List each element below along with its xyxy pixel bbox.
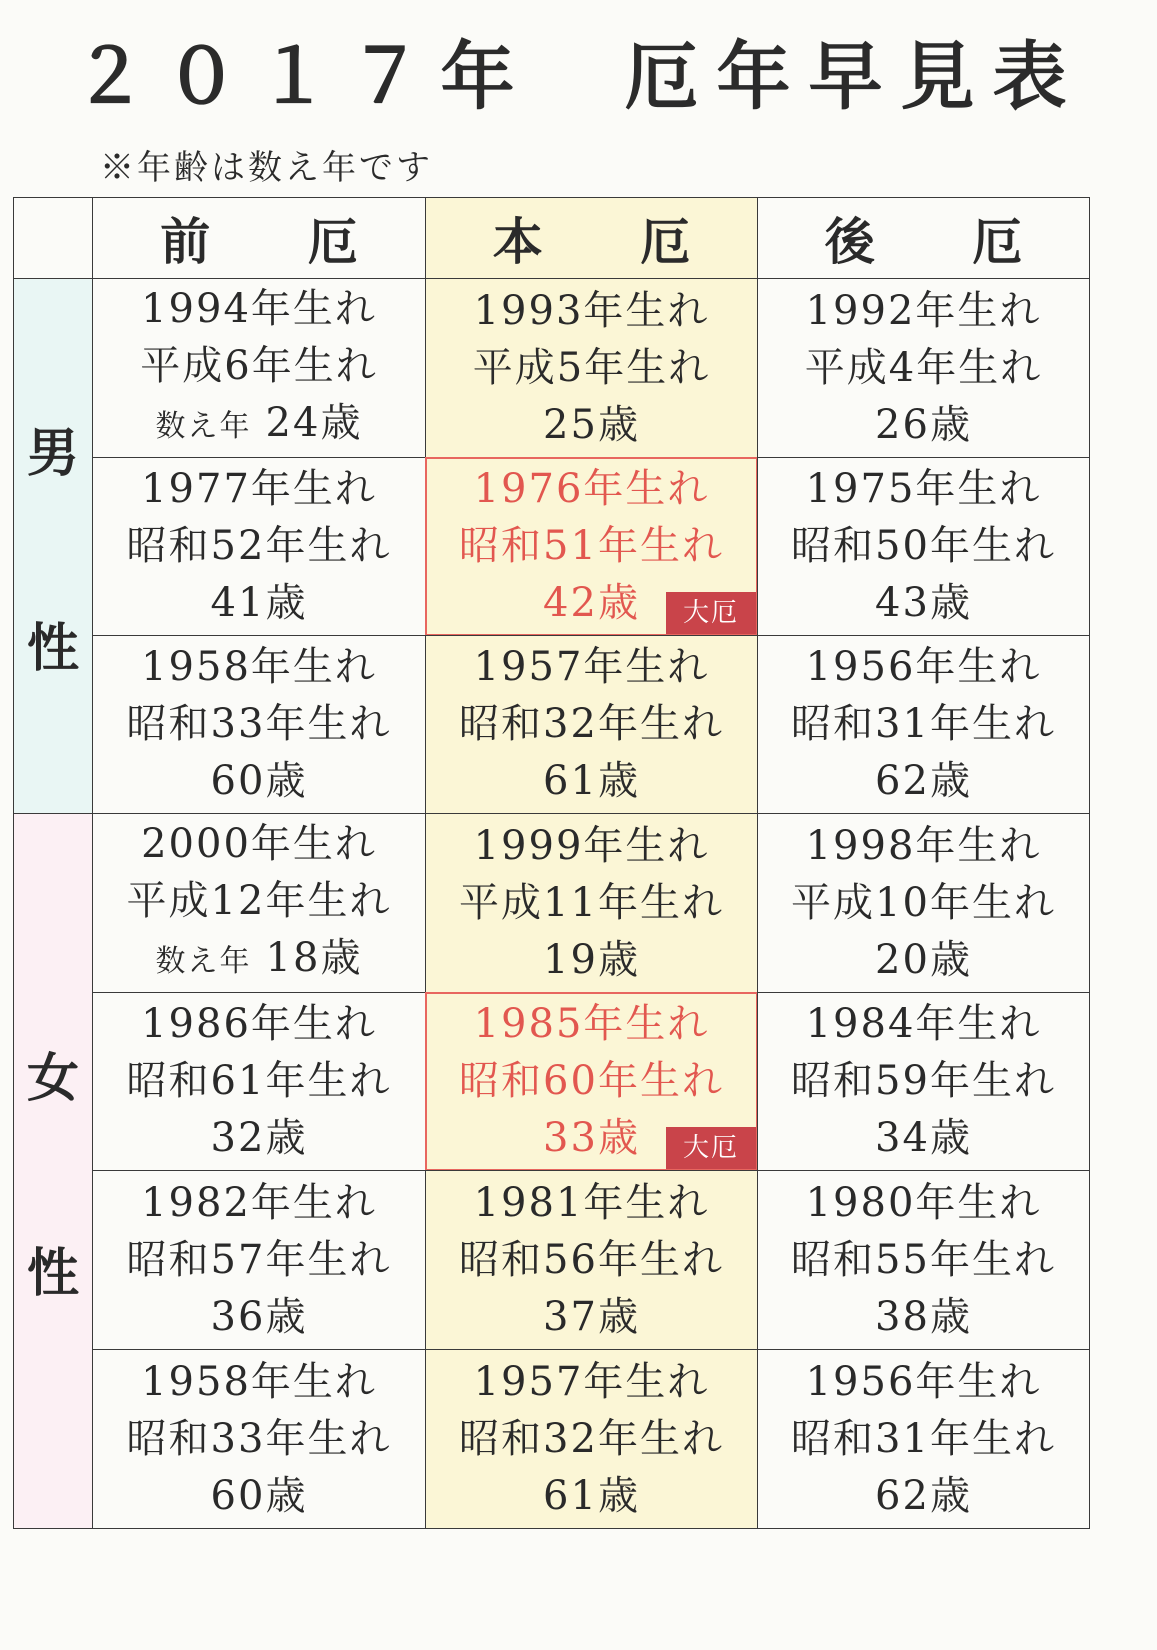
taiyaku-badge: 大厄 [666,1127,756,1169]
birth-year: 1976年生れ [473,466,710,512]
era-year: 昭和61年生れ [126,1058,392,1104]
birth-year: 1982年生れ [141,1179,377,1226]
age-prefix: 数え年 [155,409,252,444]
table-cell [425,1349,758,1529]
age: 34歳 [875,1115,972,1161]
age: 18歳 [265,935,363,981]
table-cell [92,1170,426,1350]
era-year: 昭和31年生れ [791,1415,1056,1462]
age-line [156,930,363,990]
table-cell [757,635,1090,814]
table-cell [425,813,758,993]
age: 32歳 [210,1115,308,1161]
era-year: 昭和50年生れ [791,523,1056,569]
era-year: 平成5年生れ [472,344,711,391]
birth-year: 1984年生れ [805,1001,1042,1047]
era-year: 昭和56年生れ [459,1236,724,1283]
age: 43歳 [875,580,972,626]
age: 38歳 [875,1293,972,1340]
era-year: 平成12年生れ [126,878,392,924]
table-cell [425,635,758,814]
table-cell [757,1170,1090,1350]
birth-year: 1975年生れ [805,466,1042,512]
age: 26歳 [875,401,972,448]
birth-year: 1977年生れ [141,466,377,512]
birth-year: 1958年生れ [141,1358,377,1405]
age: 25歳 [543,401,640,448]
page-title: ２０１７年 厄年早見表 [72,34,1085,120]
birth-year: 1956年生れ [805,644,1042,690]
age: 60歳 [210,758,308,804]
era-year: 昭和31年生れ [791,701,1056,747]
table-cell [757,278,1090,458]
group-label-male-1: 男 [26,423,79,484]
table-cell [92,1349,426,1529]
taiyaku-badge: 大厄 [666,592,756,634]
age: 61歳 [543,1472,640,1519]
birth-year: 1957年生れ [473,1358,710,1405]
table-cell-taiyaku [425,457,758,636]
birth-year: 1998年生れ [805,822,1042,869]
age: 41歳 [210,580,308,626]
table-cell [757,457,1090,636]
birth-year: 1999年生れ [473,822,710,869]
birth-year: 1981年生れ [473,1179,710,1226]
era-year: 昭和33年生れ [126,701,392,747]
birth-year: 2000年生れ [141,821,377,867]
group-label-male-2: 性 [26,618,79,679]
table-cell [757,1349,1090,1529]
table-cell-taiyaku [425,992,758,1171]
birth-year: 1993年生れ [473,287,710,334]
era-year: 昭和59年生れ [791,1058,1056,1104]
birth-year: 1992年生れ [805,287,1042,334]
birth-year: 1957年生れ [473,644,710,690]
era-year: 平成10年生れ [791,879,1056,926]
era-year: 昭和32年生れ [459,701,724,747]
table-cell [92,457,426,636]
age-line [156,395,363,455]
era-year: 昭和33年生れ [126,1415,392,1462]
era-year: 昭和60年生れ [459,1058,724,1104]
table-cell [92,635,426,814]
table-cell [425,278,758,458]
birth-year: 1986年生れ [141,1001,377,1047]
age: 33歳 [543,1115,640,1161]
age: 61歳 [543,758,640,804]
birth-year: 1956年生れ [805,1358,1042,1405]
era-year: 昭和51年生れ [459,523,724,569]
age: 62歳 [875,1472,972,1519]
era-year: 平成6年生れ [140,343,378,389]
age: 60歳 [210,1472,308,1519]
era-year: 昭和32年生れ [459,1415,724,1462]
age-prefix: 数え年 [155,944,252,979]
table-cell [92,278,426,458]
era-year: 平成4年生れ [804,344,1043,391]
table-cell [757,813,1090,993]
age: 37歳 [543,1293,640,1340]
table-cell [425,1170,758,1350]
age: 62歳 [875,758,972,804]
age: 20歳 [875,936,972,983]
era-year: 昭和52年生れ [126,523,392,569]
birth-year: 1980年生れ [805,1179,1042,1226]
era-year: 平成11年生れ [459,879,724,926]
age: 42歳 [543,580,640,626]
group-label-female [13,813,93,1529]
header-mae-yaku: 前 厄 [92,197,426,279]
age: 19歳 [543,936,640,983]
group-label-male [13,278,93,814]
age: 36歳 [210,1293,308,1340]
table-cell [92,992,426,1171]
age-note: ※年齢は数え年です [100,148,433,188]
era-year: 昭和57年生れ [126,1236,392,1283]
header-ato-yaku: 後 厄 [757,197,1090,279]
group-label-female-1: 女 [26,1048,79,1109]
table-corner [13,197,93,279]
group-label-female-2: 性 [26,1243,79,1304]
birth-year: 1994年生れ [141,286,377,332]
era-year: 昭和55年生れ [791,1236,1056,1283]
table-cell [757,992,1090,1171]
age: 24歳 [265,400,363,446]
header-hon-yaku: 本 厄 [425,197,758,279]
birth-year: 1958年生れ [141,644,377,690]
birth-year: 1985年生れ [473,1001,710,1047]
table-cell [92,813,426,993]
